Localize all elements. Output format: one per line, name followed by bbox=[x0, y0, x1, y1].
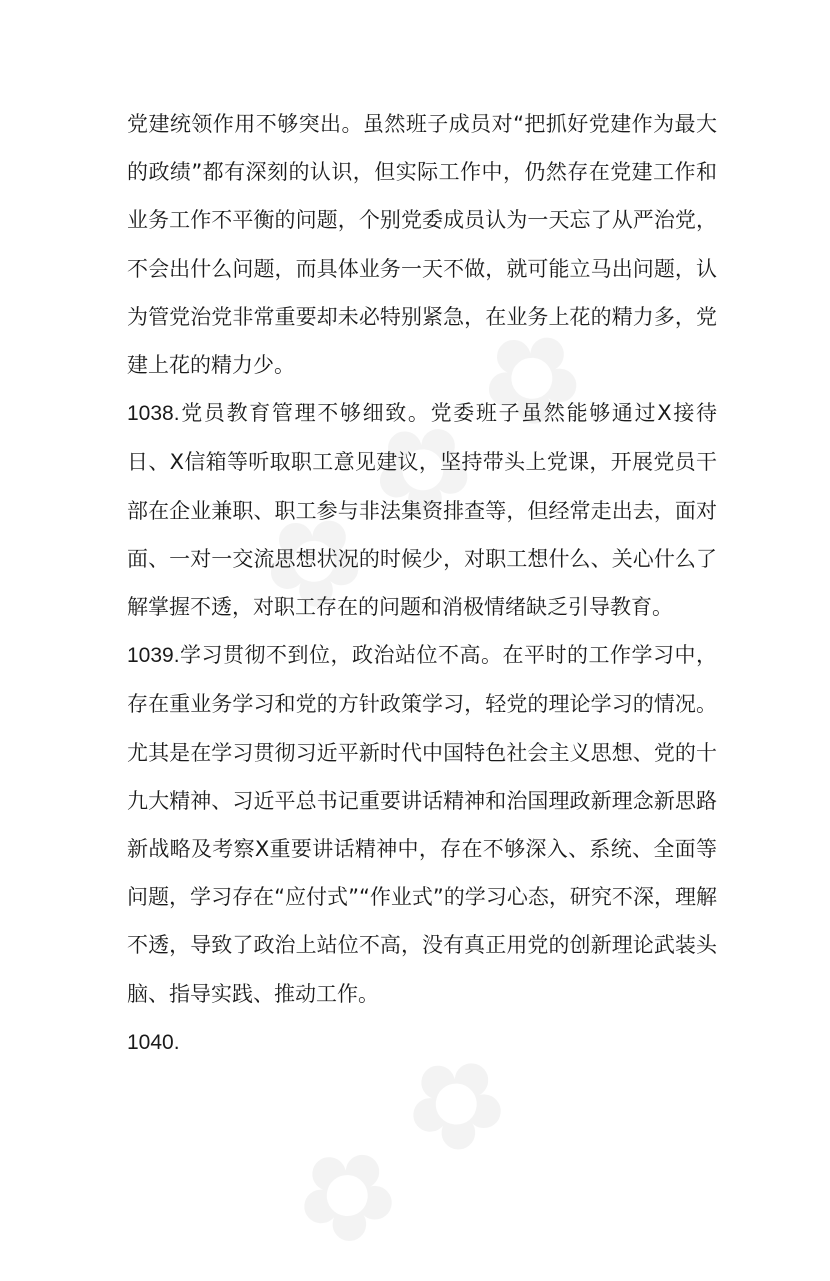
document-body bbox=[127, 100, 717, 1067]
paragraph-number: 1038. bbox=[127, 402, 180, 426]
paragraph-1039 bbox=[127, 631, 717, 1018]
paragraph-1038 bbox=[127, 389, 717, 631]
paragraph-number: 1040. bbox=[127, 1030, 180, 1054]
paragraph-text: 党建统领作用不够突出。虽然班子成员对“把抓好党建作为最大的政绩”都有深刻的认识，但实际工作中，仍然存在党建工作和业务工作不平衡的问题，个别党委成员认为一天忘了从严治党，不会出什么问题，而具体业务一天不做，就可能立马出问题，认为管党治党非常重要却未必特别紧急，在业务上花的精力多，党建上花的精力少。 bbox=[127, 112, 717, 378]
paragraph-1 bbox=[127, 100, 717, 389]
paragraph-text: 学习贯彻不到位，政治站位不高。在平时的工作学习中，存在重业务学习和党的方针政策学习，轻党的理论学习的情况。尤其是在学习贯彻习近平新时代中国特色社会主义思想、党的十九大精神、习近平总书记重要讲话精神和治国理政新理念新思路新战略及考察X重要讲话精神中，存在不够深入、系统、全面等问题，学习存在“应付式”“作业式”的学习心态，研究不深，理解不透，导致了政治上站位不高，没有真正用党的创新理论武装头脑、指导实践、推动工作。 bbox=[127, 643, 717, 1006]
paragraph-number: 1039. bbox=[127, 644, 180, 668]
paragraph-text: 党员教育管理不够细致。党委班子虽然能够通过X接待日、X信箱等听取职工意见建议，坚持带头上党课，开展党员干部在企业兼职、职工参与非法集资排查等，但经常走出去，面对面、一对一交流思想状况的时候少，对职工想什么、关心什么了解掌握不透，对职工存在的问题和消极情绪缺乏引导教育。 bbox=[127, 401, 717, 620]
paragraph-1040 bbox=[127, 1018, 717, 1067]
